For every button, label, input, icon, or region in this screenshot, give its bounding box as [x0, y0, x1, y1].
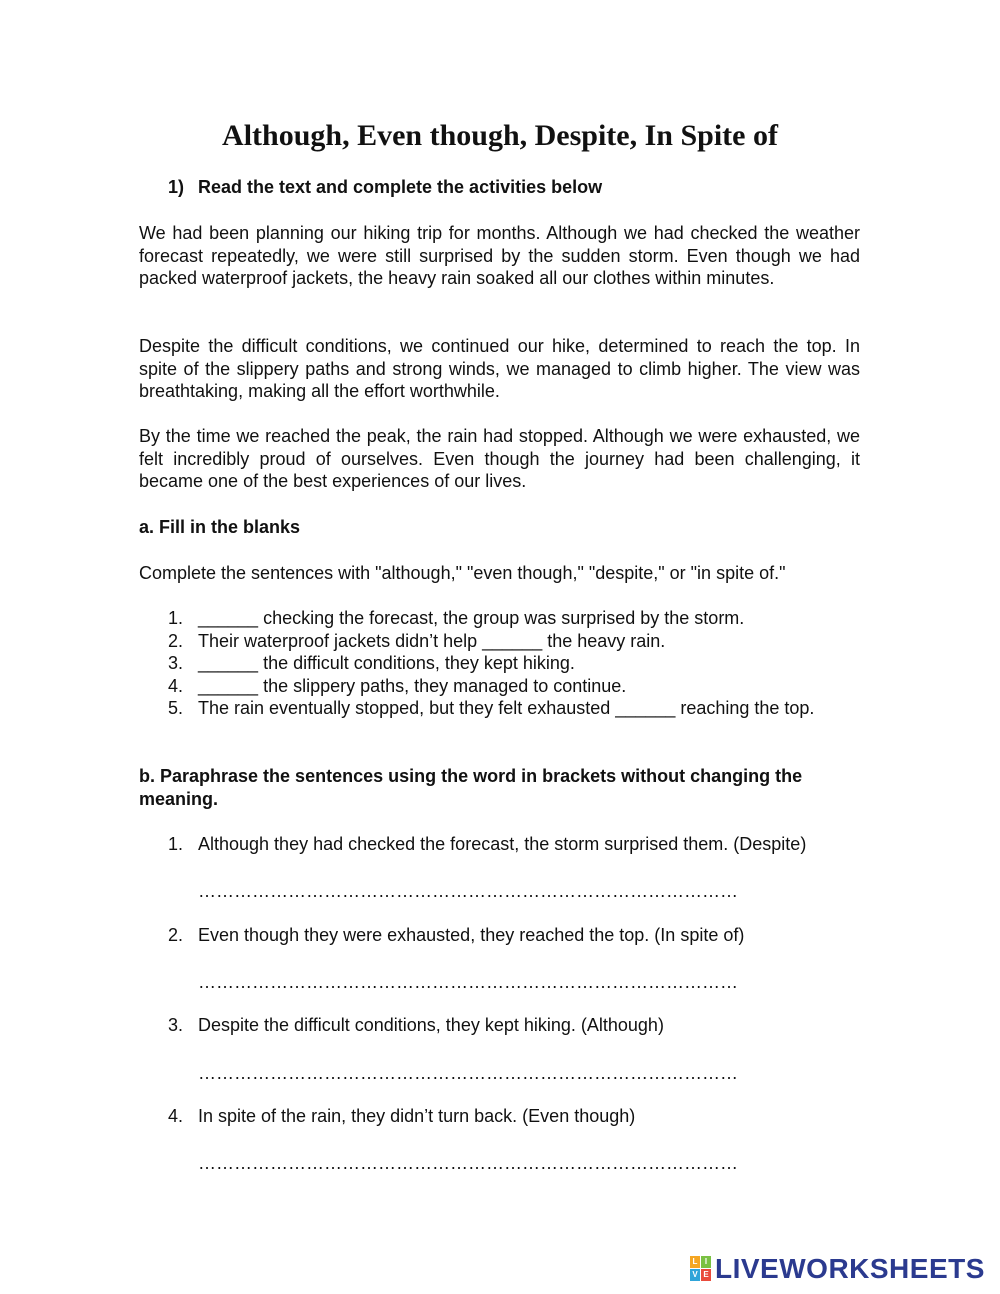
fill-blanks-list [168, 607, 860, 720]
part-a-heading: a. Fill in the blanks [139, 517, 301, 537]
item-number: 1. [168, 608, 184, 628]
answer-line[interactable]: ……………………………………………………………………………… [198, 972, 738, 992]
item-text: Their waterproof jackets didn’t help ______ the heavy rain. [198, 630, 666, 651]
logo-block-l: L [690, 1256, 700, 1268]
part-a-instruction: Complete the sentences with "although," "even though," "despite," or "in spite of." [139, 563, 786, 583]
list-item [168, 652, 860, 675]
item-text: Although they had checked the forecast, the storm surprised them. (Despite) [198, 834, 807, 854]
paraphrase-item [168, 833, 868, 856]
logo-block-v: V [690, 1269, 700, 1281]
part-b-heading: b. Paraphrase the sentences using the word in brackets without changing the meaning. [139, 766, 803, 809]
paraphrase-item [168, 924, 868, 947]
item-number: 4. [168, 1106, 184, 1126]
item-number: 1. [168, 834, 184, 854]
paraphrase-item [168, 1105, 868, 1128]
item-number: 4. [168, 675, 184, 696]
reading-paragraph-1: We had been planning our hiking trip for months. Although we had checked the weather forecast repeatedly, we were still surprised by the sudden storm. Even though we had packed waterproof jackets, the heavy rain soaked all our clothes within minutes. [139, 223, 860, 288]
page-title: Although, Even though, Despite, In Spite of [222, 119, 778, 152]
reading-paragraph-2: Despite the difficult conditions, we continued our hike, determined to reach the top. In spite of the slippery paths and strong winds, we managed to climb higher. The view was breathtaking, making all the effort worthwhile. [139, 336, 860, 401]
item-text: ______ the difficult conditions, they kept hiking. [198, 653, 575, 673]
item-text: The rain eventually stopped, but they felt exhausted ______ reaching the top. [198, 698, 815, 718]
reading-paragraph-3: By the time we reached the peak, the rain had stopped. Although we were exhausted, we felt incredibly proud of ourselves. Even though the journey had been challenging, it became one of the best experiences of our lives. [139, 426, 860, 491]
answer-line[interactable]: ……………………………………………………………………………… [198, 881, 738, 901]
logo-text: LIVEWORKSHEETS [715, 1253, 985, 1284]
item-text: In spite of the rain, they didn’t turn back. (Even though) [198, 1106, 636, 1126]
item-text: Despite the difficult conditions, they kept hiking. (Although) [198, 1015, 664, 1035]
answer-line[interactable]: ……………………………………………………………………………… [198, 1063, 738, 1083]
list-item [168, 630, 860, 653]
answer-line[interactable]: ……………………………………………………………………………… [198, 1153, 738, 1173]
logo-block-i: I [701, 1256, 711, 1268]
item-number: 2. [168, 925, 184, 945]
list-item [168, 697, 860, 720]
list-item [168, 675, 860, 698]
item-text: Even though they were exhausted, they reached the top. (In spite of) [198, 925, 745, 945]
liveworksheets-logo-icon [690, 1256, 712, 1282]
item-text: ______ the slippery paths, they managed to continue. [198, 675, 627, 696]
paraphrase-item [168, 1014, 868, 1037]
section-heading [168, 176, 602, 199]
logo-block-e: E [701, 1269, 711, 1281]
section-number: 1) [168, 177, 185, 197]
list-item [168, 607, 860, 630]
item-text: ______ checking the forecast, the group was surprised by the storm. [198, 608, 745, 628]
liveworksheets-logo [690, 1254, 985, 1284]
section-label: Read the text and complete the activities below [198, 177, 603, 197]
item-number: 2. [168, 630, 184, 651]
item-number: 3. [168, 653, 184, 673]
item-number: 5. [168, 698, 184, 718]
item-number: 3. [168, 1015, 184, 1035]
